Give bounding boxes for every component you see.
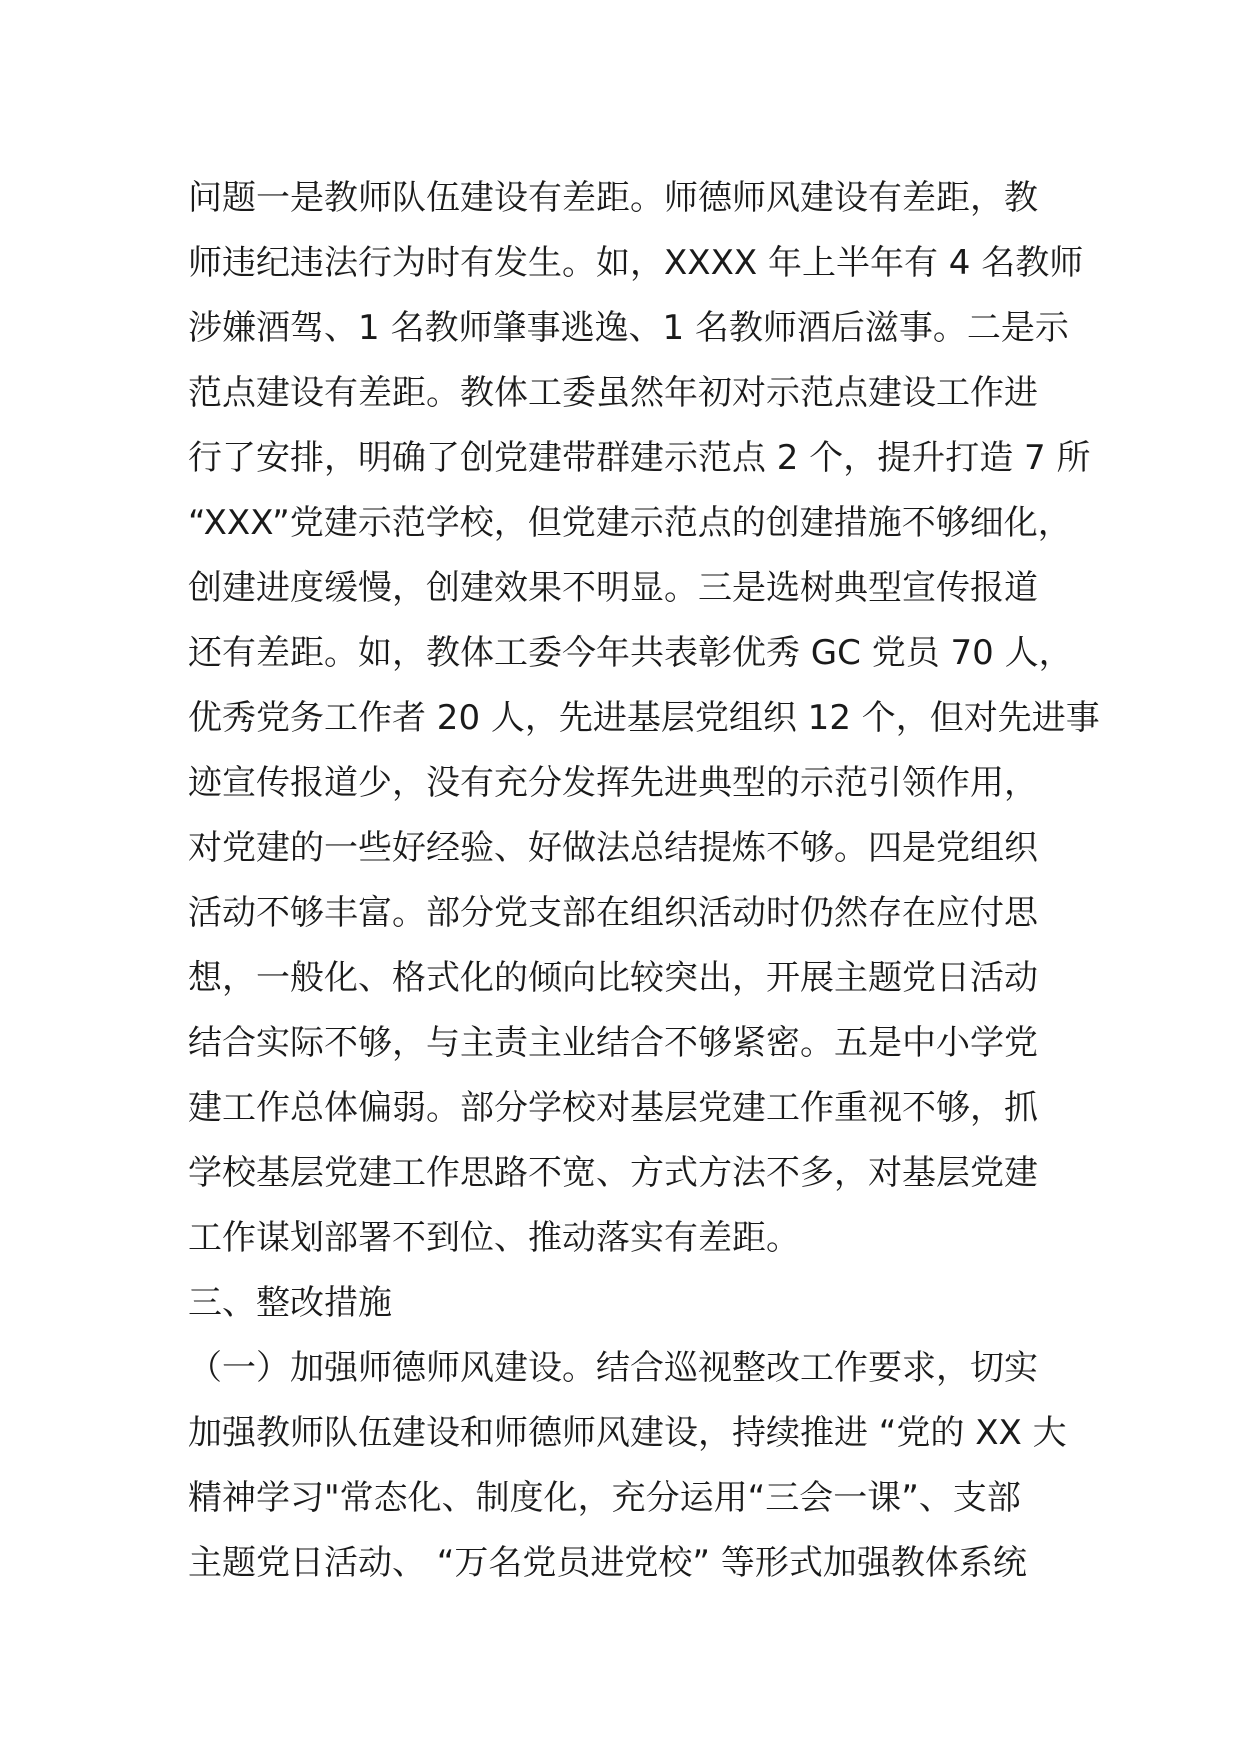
text-line: 师违纪违法行为时有发生。如，XXXX 年上半年有 4 名教师 [188, 243, 1084, 283]
text-line: 优秀党务工作者 20 人，先进基层党组织 12 个，但对先进事 [188, 698, 1100, 738]
text-line: 涉嫌酒驾、1 名教师肇事逃逸、1 名教师酒后滋事。二是示 [188, 308, 1069, 348]
text-line: 加强教师队伍建设和师德师风建设，持续推进 “党的 XX 大 [188, 1413, 1067, 1453]
text-line: 结合实际不够，与主责主业结合不够紧密。五是中小学党 [188, 1023, 1038, 1063]
text-line: 建工作总体偏弱。部分学校对基层党建工作重视不够，抓 [188, 1088, 1038, 1128]
text-line: 活动不够丰富。部分党支部在组织活动时仍然存在应付思 [188, 893, 1038, 933]
text-line: 范点建设有差距。教体工委虽然年初对示范点建设工作进 [188, 373, 1038, 413]
text-line: 精神学习"常态化、制度化，充分运用“三会一课”、支部 [188, 1478, 1021, 1518]
text-line: 创建进度缓慢，创建效果不明显。三是选树典型宣传报道 [188, 568, 1038, 608]
text-line: 行了安排，明确了创党建带群建示范点 2 个，提升打造 7 所 [188, 438, 1091, 478]
text-line: （一）加强师德师风建设。结合巡视整改工作要求，切实 [188, 1348, 1038, 1388]
text-line: 迹宣传报道少，没有充分发挥先进典型的示范引领作用， [188, 763, 1038, 803]
body-text [188, 166, 1100, 1596]
text-line: 学校基层党建工作思路不宽、方式方法不多，对基层党建 [188, 1153, 1038, 1193]
text-line: 想，一般化、格式化的倾向比较突出，开展主题党日活动 [188, 958, 1038, 998]
text-line: “XXX”党建示范学校，但党建示范点的创建措施不够细化， [188, 503, 1072, 543]
text-line: 工作谋划部署不到位、推动落实有差距。 [188, 1218, 800, 1258]
text-line: 主题党日活动、 “万名党员进党校” 等形式加强教体系统 [188, 1543, 1027, 1583]
text-line: 对党建的一些好经验、好做法总结提炼不够。四是党组织 [188, 828, 1038, 868]
section-heading: 三、整改措施 [188, 1283, 392, 1323]
text-line: 问题一是教师队伍建设有差距。师德师风建设有差距，教 [188, 178, 1038, 218]
text-line: 还有差距。如，教体工委今年共表彰优秀 GC 党员 70 人， [188, 633, 1073, 673]
